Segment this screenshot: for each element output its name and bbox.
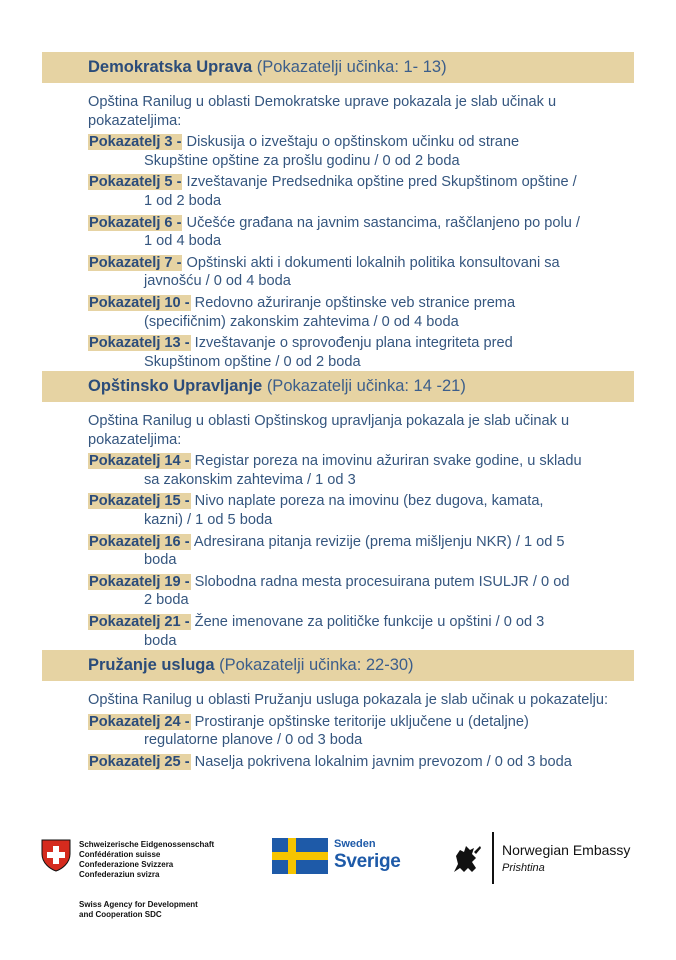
indicator-tag: Pokazatelj 3 - — [89, 134, 182, 151]
indicator-item — [88, 133, 628, 170]
indicator-text-cont: boda — [144, 632, 177, 649]
indicator-text-cont: 2 boda — [144, 592, 189, 609]
prishtina-label: Prishtina — [502, 862, 545, 874]
indicator-text: Učešće građana na javnim sastancima, raščlanjeno po polu / — [186, 214, 580, 231]
indicator-text-cont: javnošću / 0 od 4 boda — [144, 273, 291, 290]
indicator-text: Redovno ažuriranje opštinske veb stranice prema — [194, 294, 516, 311]
indicator-tag: Pokazatelj 21 - — [89, 613, 190, 630]
indicator-text: Nivo naplate poreza na imovinu (bez dugova, kamata, — [194, 493, 544, 510]
sponsor-logos — [0, 830, 676, 940]
indicator-tag: Pokazatelj 5 - — [89, 174, 182, 191]
swiss-cross-shield-icon — [40, 838, 72, 872]
indicator-text-cont: Skupštinom opštine / 0 od 2 boda — [144, 353, 361, 370]
logo-divider — [492, 832, 494, 884]
section-title: Opštinsko Upravljanje — [88, 377, 263, 395]
indicator-text: Izveštavanje Predsednika opštine pred Skupštinom opštine / — [186, 174, 577, 191]
swiss-sdc-line: and Cooperation SDC — [79, 910, 162, 919]
indicator-text-cont: regulatorne planove / 0 od 3 boda — [144, 732, 363, 749]
indicator-tag: Pokazatelj 25 - — [89, 753, 190, 770]
section-service-delivery — [42, 650, 634, 771]
norwegian-embassy-logo — [448, 832, 648, 888]
indicator-text: Izveštavanje o sprovođenju plana integriteta pred — [194, 335, 513, 352]
indicator-item — [88, 613, 628, 650]
swiss-line: Confederaziun svizra — [79, 870, 160, 879]
indicator-tag: Pokazatelj 14 - — [89, 453, 190, 470]
indicator-item — [88, 533, 628, 570]
indicator-text-cont: 1 od 4 boda — [144, 233, 222, 250]
indicator-tag: Pokazatelj 15 - — [89, 493, 190, 510]
indicator-tag: Pokazatelj 19 - — [89, 573, 190, 590]
indicator-text: Žene imenovane za političke funkcije u opštini / 0 od 3 — [194, 613, 545, 630]
indicator-text: Diskusija o izveštaju o opštinskom učinku od strane — [186, 134, 520, 151]
indicator-text-cont: 1 od 2 boda — [144, 192, 222, 209]
indicator-item — [88, 294, 628, 331]
indicator-tag: Pokazatelj 16 - — [89, 533, 190, 550]
indicator-text-cont: kazni) / 1 od 5 boda — [144, 511, 273, 528]
indicator-text: Opštinski akti i dokumenti lokalnih politika konsultovani sa — [186, 254, 560, 271]
section-header — [42, 371, 634, 402]
section-intro: Opština Ranilug u oblasti Pružanju usluga pokazala je slab učinak u pokazatelju: — [88, 692, 609, 708]
indicator-tag: Pokazatelj 13 - — [89, 335, 190, 352]
indicator-item — [88, 334, 628, 371]
section-municipal-management — [42, 371, 634, 650]
indicator-tag: Pokazatelj 7 - — [89, 254, 182, 271]
indicator-text-cont: (specifičnim) zakonskim zahtevima / 0 od 4 boda — [144, 313, 459, 330]
indicator-text-cont: boda — [144, 552, 177, 569]
section-title: Demokratska Uprava — [88, 58, 253, 76]
indicator-item — [88, 713, 628, 750]
indicator-item — [88, 492, 628, 529]
indicator-item — [88, 214, 628, 251]
indicator-tag: Pokazatelj 10 - — [89, 294, 190, 311]
section-subtitle: (Pokazatelji učinka: 1- 13) — [256, 58, 447, 76]
section-intro: Opština Ranilug u oblasti Demokratske uprave pokazala je slab učinak u pokazateljima: — [88, 94, 557, 129]
section-intro: Opština Ranilug u oblasti Opštinskog upravljanja pokazala je slab učinak u pokazateljima: — [88, 413, 570, 448]
indicator-text-cont: Skupštine opštine za prošlu godinu / 0 od 2 boda — [144, 152, 460, 169]
swiss-line: Confédération suisse — [79, 850, 161, 859]
indicator-item — [88, 753, 628, 772]
section-subtitle: (Pokazatelji učinka: 14 -21) — [266, 377, 466, 395]
section-democratic-governance — [42, 52, 634, 371]
swiss-line: Confederazione Svizzera — [79, 860, 174, 869]
sweden-label: Sweden — [334, 838, 376, 850]
indicator-tag: Pokazatelj 24 - — [89, 713, 190, 730]
section-header — [42, 52, 634, 83]
indicator-text: Prostiranje opštinske teritorije uključene u (detaljne) — [194, 713, 529, 730]
indicator-item — [88, 573, 628, 610]
indicator-text-cont: sa zakonskim zahtevima / 1 od 3 — [144, 471, 356, 488]
indicator-item — [88, 254, 628, 291]
swedish-flag-icon — [272, 838, 328, 874]
indicator-text: Adresirana pitanja revizije (prema mišljenju NKR) / 1 od 5 — [193, 533, 565, 550]
indicator-item — [88, 452, 628, 489]
sverige-label: Sverige — [334, 851, 401, 872]
indicator-tag: Pokazatelj 6 - — [89, 214, 182, 231]
swiss-line: Schweizerische Eidgenossenschaft — [79, 840, 215, 849]
section-subtitle: (Pokazatelji učinka: 22-30) — [219, 656, 414, 674]
section-title: Pružanje usluga — [88, 656, 215, 674]
indicator-text: Naselja pokrivena lokalnim javnim prevozom / 0 od 3 boda — [194, 753, 572, 770]
indicator-text: Registar poreza na imovinu ažuriran svake godine, u skladu — [194, 453, 582, 470]
sweden-logo — [272, 838, 412, 878]
indicator-item — [88, 173, 628, 210]
norwegian-embassy-label: Norwegian Embassy — [502, 842, 631, 858]
section-header — [42, 650, 634, 681]
norwegian-lion-icon — [448, 842, 484, 878]
swiss-sdc-line: Swiss Agency for Development — [79, 900, 198, 909]
indicator-text: Slobodna radna mesta procesuirana putem ISULJR / 0 od — [194, 573, 570, 590]
